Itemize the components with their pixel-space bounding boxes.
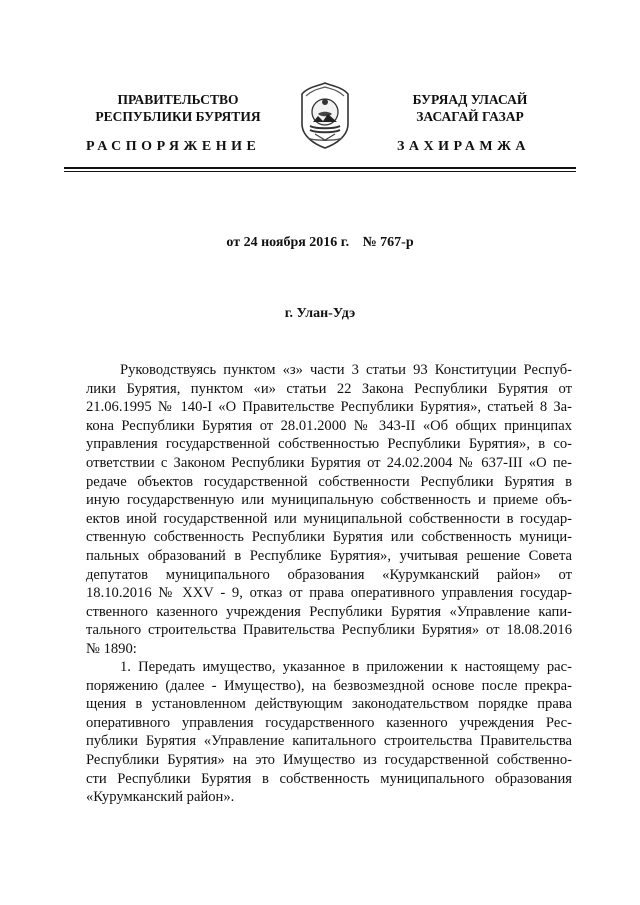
text-line: 21.06.1995 № 140-I «О Правительстве Республики Бурятия», статьей 8 За- [86,399,572,416]
header-left-line: ПРАВИТЕЛЬСТВО [117,92,239,107]
text-line: пальных образований в Республике Бурятия», учитывая решение Совета [86,547,572,564]
text-line: ответствии с Законом Республики Бурятия от 24.02.2004 № 637-III «О пе- [86,454,572,471]
document-number: № 767-р [362,235,414,250]
header-right-block [360,91,580,125]
document-city: г. Улан-Удэ [284,306,356,321]
header-right-line: ЗАСАГАЙ ГАЗАР [416,109,524,124]
text-line: сти Республики Бурятия в собственность муниципального образования [86,770,572,787]
document-date-number [0,235,640,251]
text-line: 1. Передать имущество, указанное в приложении к настоящему рас- [120,659,572,675]
header-divider-thick [64,167,576,169]
text-line: кона Республики Бурятия от 28.01.2000 № 343-II «Об общих принципах [86,417,572,434]
text-line: ектов иной государственной или муниципальной собственности в государ- [86,510,572,527]
text-line: щения в установленном действующим законодательством порядке права [86,696,572,713]
text-line: ственную собственность Республики Бурятия или собственность муници- [86,529,572,546]
text-line: «Курумканский район». [86,789,235,806]
text-line: управления государственной собственностью Республики Бурятия», в со- [86,436,572,453]
text-line: иную государственную или муниципальную собственность и приеме объ- [86,492,572,509]
text-line: публики Бурятия «Управление капитального строительства Правительства [86,733,572,750]
text-line: Руководствуясь пунктом «з» части 3 статьи 93 Конституции Респуб- [120,362,572,378]
header-left-line: РЕСПУБЛИКИ БУРЯТИЯ [95,109,261,124]
text-line: редаче объектов государственной собственности Республики Бурятия в [86,473,572,490]
text-line: депутатов муниципального образования «Курумканский район» от [86,566,572,583]
clause-1-paragraph [86,658,572,807]
text-line: поряжению (далее - Имущество), на безвозмездной основе после прекра- [86,677,572,694]
text-line: тального строительства Правительства Республики Бурятия» от 18.08.2016 [86,622,572,639]
text-line: 18.10.2016 № XXV - 9, отказ от права оперативного управления государ- [86,585,572,602]
preamble-paragraph [86,361,572,659]
text-line: ственного казенного учреждения Республики Бурятия «Управление капи- [86,603,572,620]
text-line: лики Бурятия, пунктом «и» статьи 22 Закона Республики Бурятия от [86,380,572,397]
doc-type-russian: РАСПОРЯЖЕНИЕ [86,139,261,154]
doc-type-buryat: ЗАХИРАМЖА [397,139,531,154]
text-line: № 1890: [86,640,137,657]
header-divider-thin [64,171,576,172]
header-left-block [68,91,288,125]
text-line: оперативного управления государственного казенного учреждения Рес- [86,714,572,731]
header-right-line: БУРЯАД УЛАСАЙ [412,92,528,107]
document-date: от 24 ноября 2016 г. [226,235,350,250]
text-line: Республики Бурятия» на это Имущество из государственной собственно- [86,751,572,768]
coat-of-arms-icon [296,78,354,150]
